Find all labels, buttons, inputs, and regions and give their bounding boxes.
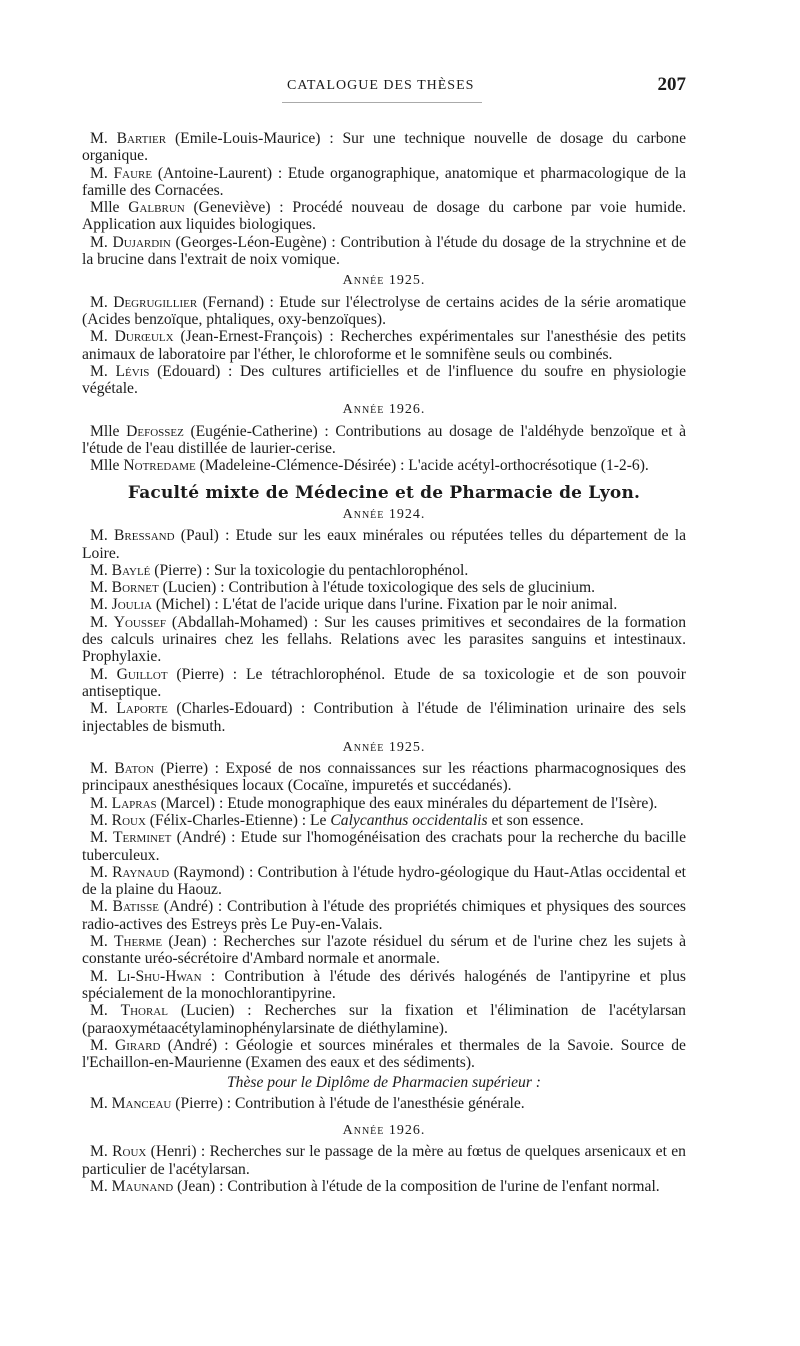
thesis-entry [82, 130, 686, 165]
author-surname: Thoral [120, 1002, 168, 1020]
thesis-entry [82, 423, 686, 458]
thesis-entry [82, 812, 686, 829]
author-title: M. [90, 362, 116, 380]
author-surname: Terminet [112, 829, 172, 847]
thesis-entry [82, 1002, 686, 1037]
thesis-entry [82, 666, 686, 701]
thesis-description: (Jean-Ernest-François) : Recherches expérimentales sur l'anesthésie des petits animaux de laboratoire par l'éther, le chloroforme et le somnifène seuls ou combinés. [82, 328, 686, 363]
entry-group [82, 760, 686, 1071]
author-surname: Baylé [111, 561, 151, 579]
author-surname: Roux [112, 1143, 147, 1161]
author-surname: Girard [114, 1036, 161, 1054]
author-title: M. [90, 233, 113, 251]
entry-group [82, 1095, 686, 1112]
thesis-description: (Charles-Edouard) : Contribution à l'étude de l'élimination urinaire des sels injectables de bismuth. [82, 700, 686, 735]
thesis-entry [82, 898, 686, 933]
author-surname: Manceau [111, 1094, 172, 1112]
thesis-entry [82, 864, 686, 899]
author-surname: Maunand [111, 1177, 174, 1195]
thesis-description: (Michel) : L'état de l'acide urique dans l'urine. Fixation par le noir animal. [151, 596, 618, 614]
thesis-description: (Pierre) : Sur la toxicologie du pentachlorophénol. [150, 561, 469, 579]
year-heading: Année 1924. [342, 506, 426, 522]
author-title: M. [90, 561, 112, 579]
author-surname: Joulia [111, 596, 152, 614]
author-title: M. [90, 1143, 113, 1161]
thesis-entry [82, 165, 686, 200]
author-surname: Roux [111, 811, 146, 829]
year-heading: Année 1925. [342, 739, 426, 755]
thesis-entry [82, 199, 686, 234]
faculty-heading: Faculté mixte de Médecine et de Pharmacie de Lyon. [127, 482, 641, 503]
thesis-description: (Pierre) : Le tétrachlorophénol. Etude de sa toxicologie et de son pouvoir antiseptique. [82, 665, 686, 700]
author-title: M. [90, 760, 115, 778]
entry-group [82, 294, 686, 398]
thesis-description: (Jean) : Contribution à l'étude de la composition de l'urine de l'enfant normal. [173, 1177, 660, 1195]
author-surname: Bornet [111, 579, 159, 597]
author-surname: Lévis [115, 362, 150, 380]
thesis-description: : Contribution à l'étude des dérivés halogénés de l'antipyrine et plus spécialement de la monochlorantipyrine. [82, 967, 687, 1002]
thesis-entry [82, 328, 686, 363]
author-surname: Baton [114, 760, 154, 778]
thesis-description: (Marcel) : Etude monographique des eaux minérales du département de l'Isère). [156, 794, 658, 812]
author-title: M. [90, 794, 112, 812]
thesis-description: (Pierre) : Exposé de nos connaissances sur les réactions pharmacognosiques des principaux anesthésiques locaux (Cocaïne, impuretés et succédanés). [82, 760, 686, 795]
author-title: Mlle [90, 457, 124, 475]
year-heading: Année 1926. [342, 402, 426, 418]
running-title: CATALOGUE DES THÈSES [287, 78, 475, 93]
thesis-entry [82, 1178, 686, 1195]
thesis-description: (André) : Géologie et sources minérales et thermales de la Savoie. Source de l'Echaillon-en-Maurienne (Examen des eaux et des sédiments). [82, 1036, 686, 1072]
species-name: Calycanthus occidentalis [330, 811, 488, 829]
author-title: M. [90, 527, 114, 545]
author-surname: Batisse [112, 898, 160, 916]
author-title: M. [90, 596, 112, 614]
thesis-entry [82, 700, 686, 735]
page-header [82, 74, 686, 104]
thesis-description: (Félix-Charles-Etienne) : Le [145, 811, 331, 829]
year-heading: Année 1925. [342, 273, 426, 289]
author-surname: Notredame [123, 457, 196, 475]
author-title: M. [90, 700, 117, 718]
thesis-description: (Raymond) : Contribution à l'étude hydro-géologique du Haut-Atlas occidental et de la plaine du Haouz. [82, 863, 686, 899]
year-heading: Année 1926. [342, 1123, 426, 1139]
author-title: M. [90, 829, 113, 847]
thesis-entry [82, 294, 686, 329]
thesis-entry [82, 527, 686, 562]
thesis-description: (Lucien) : Contribution à l'étude toxicologique des sels de glucinium. [158, 579, 596, 597]
author-surname: Raynaud [112, 863, 170, 881]
author-title: M. [90, 130, 117, 147]
author-title: M. [90, 1177, 112, 1195]
thesis-entry [82, 614, 686, 666]
author-surname: Bressand [114, 527, 175, 545]
author-title: M. [90, 293, 114, 311]
author-surname: Lapras [111, 794, 157, 812]
entry-group [82, 130, 686, 268]
author-surname: Durœulx [114, 328, 174, 346]
author-title: M. [90, 164, 114, 182]
thesis-description: (Jean) : Recherches sur l'azote résiduel du sérum et de l'urine chez les sujets à constante uréo-sécrétoire d'Ambard normale et anormale. [82, 933, 686, 968]
thesis-entry [82, 968, 686, 1003]
author-title: M. [90, 613, 114, 631]
thesis-description: (Emile-Louis-Maurice) : Sur une technique nouvelle de dosage du carbone organique. [82, 130, 687, 165]
thesis-entry [82, 795, 686, 812]
author-title: M. [90, 863, 113, 881]
thesis-entry [82, 760, 686, 795]
author-surname: Bartier [116, 130, 167, 147]
thesis-description: (Edouard) : Des cultures artificielles et de l'influence du soufre en physiologie végétale. [82, 362, 687, 398]
thesis-entry [82, 1143, 686, 1178]
author-title: M. [90, 933, 115, 951]
thesis-description: (Abdallah-Mohamed) : Sur les causes primitives et secondaires de la formation des calculs urinaires chez les fellahs. Relations avec les parasites sanguins et intestinaux. Prophylaxie. [82, 613, 686, 666]
author-title: M. [90, 1002, 121, 1020]
thesis-entry [82, 363, 686, 398]
thesis-description: (André) : Etude sur l'homogénéisation des crachats pour la recherche du bacille tuberculeux. [82, 829, 686, 864]
thesis-entry [82, 933, 686, 968]
thesis-description: (Eugénie-Catherine) : Contributions au dosage de l'aldéhyde benzoïque et à l'étude de l'eau distillée de laurier-cerise. [82, 422, 686, 458]
spacer [82, 1112, 686, 1118]
thesis-description: (André) : Contribution à l'étude des propriétés chimiques et physiques des sources radio-actives des Estreys près Le Puy-en-Valais. [82, 898, 686, 933]
thesis-entry [82, 1037, 686, 1072]
thesis-description: (Antoine-Laurent) : Etude organographique, anatomique et pharmacologique de la famille des Cornacées. [82, 164, 686, 199]
author-title: M. [90, 579, 112, 597]
thesis-entry [82, 1095, 686, 1112]
thesis-description: (Geneviève) : Procédé nouveau de dosage du carbone par voie humide. Application aux liquides biologiques. [82, 199, 686, 234]
author-title: M. [90, 328, 115, 346]
author-surname: Dujardin [112, 233, 171, 251]
author-surname: Defossez [126, 422, 184, 440]
catalogue-body [82, 130, 686, 1195]
author-title: M. [90, 1036, 115, 1054]
thesis-entry [82, 579, 686, 596]
thesis-description: (Fernand) : Etude sur l'électrolyse de certains acides de la série aromatique (Acides benzoïque, phtaliques, oxy-benzoïques). [82, 293, 686, 328]
diploma-subheading: Thèse pour le Diplôme de Pharmacien supérieur : [227, 1074, 541, 1092]
entry-group [82, 527, 686, 735]
thesis-entry [82, 596, 686, 613]
entry-group [82, 423, 686, 475]
thesis-description: (Paul) : Etude sur les eaux minérales ou réputées telles du département de la Loire. [82, 527, 686, 562]
author-surname: Faure [113, 164, 153, 182]
author-title: Mlle [90, 199, 129, 217]
thesis-entry [82, 562, 686, 579]
author-surname: Galbrun [128, 199, 185, 217]
author-title: Mlle [90, 422, 127, 440]
author-title: M. [90, 665, 117, 683]
author-title: M. [90, 898, 113, 916]
author-surname: Degrugillier [113, 293, 198, 311]
thesis-description: (Madeleine-Clémence-Désirée) : L'acide acétyl-orthocrésotique (1-2-6). [195, 457, 649, 475]
thesis-description: (Lucien) : Recherches sur la fixation et l'élimination de l'acétylarsan (paraoxymétaacétylaminophénylarsinate de diéthylamine). [82, 1002, 686, 1037]
author-title: M. [90, 967, 118, 985]
thesis-entry [82, 829, 686, 864]
author-surname: Guillot [116, 665, 168, 683]
author-surname: Laporte [116, 700, 168, 718]
thesis-description: (Henri) : Recherches sur le passage de la mère au fœtus de quelques arsenicaux et en particulier de l'acétylarsan. [82, 1143, 686, 1178]
author-title: M. [90, 1094, 112, 1112]
thesis-entry [82, 457, 686, 474]
thesis-entry [82, 234, 686, 269]
author-surname: Youssef [113, 613, 166, 631]
author-surname: Li-Shu-Hwan [117, 967, 202, 985]
page-number: 207 [657, 74, 686, 95]
author-surname: Therme [114, 933, 163, 951]
header-rule [282, 102, 482, 103]
author-title: M. [90, 811, 112, 829]
entry-group [82, 1143, 686, 1195]
thesis-description: (Georges-Léon-Eugène) : Contribution à l'étude du dosage de la strychnine et de la brucine dans l'extrait de noix vomique. [82, 233, 686, 269]
thesis-description: (Pierre) : Contribution à l'étude de l'anesthésie générale. [171, 1094, 525, 1112]
thesis-description-end: et son essence. [487, 811, 584, 829]
